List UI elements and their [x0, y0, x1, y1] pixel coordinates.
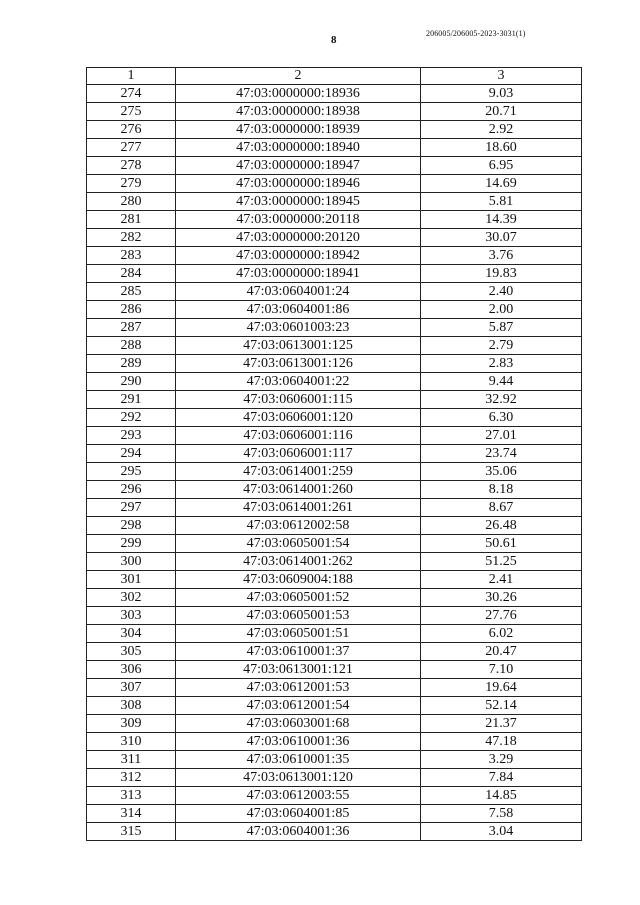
cadastral-number-cell: 47:03:0000000:18936 — [176, 85, 421, 103]
row-number-cell: 314 — [87, 805, 176, 823]
cadastral-number-cell: 47:03:0606001:115 — [176, 391, 421, 409]
cadastral-number-cell: 47:03:0605001:51 — [176, 625, 421, 643]
cadastral-number-cell: 47:03:0601003:23 — [176, 319, 421, 337]
cadastral-number-cell: 47:03:0000000:18945 — [176, 193, 421, 211]
area-cell: 52.14 — [421, 697, 582, 715]
table-row — [87, 571, 582, 589]
document-id: 206005/206005-2023-3031(1) — [426, 29, 526, 38]
table-row — [87, 625, 582, 643]
cadastral-number-cell: 47:03:0604001:86 — [176, 301, 421, 319]
table-row — [87, 193, 582, 211]
table-row — [87, 679, 582, 697]
area-cell: 8.67 — [421, 499, 582, 517]
row-number-cell: 282 — [87, 229, 176, 247]
table-row — [87, 337, 582, 355]
cadastral-number-cell: 47:03:0613001:125 — [176, 337, 421, 355]
cadastral-number-cell: 47:03:0000000:18942 — [176, 247, 421, 265]
row-number-cell: 294 — [87, 445, 176, 463]
area-cell: 2.79 — [421, 337, 582, 355]
row-number-cell: 305 — [87, 643, 176, 661]
table-row — [87, 445, 582, 463]
row-number-cell: 279 — [87, 175, 176, 193]
table-row — [87, 247, 582, 265]
cadastral-number-cell: 47:03:0612003:55 — [176, 787, 421, 805]
table-row — [87, 139, 582, 157]
cadastral-number-cell: 47:03:0612001:53 — [176, 679, 421, 697]
table-row — [87, 355, 582, 373]
area-cell: 18.60 — [421, 139, 582, 157]
column-header-1: 1 — [87, 68, 176, 85]
column-header-3: 3 — [421, 68, 582, 85]
row-number-cell: 296 — [87, 481, 176, 499]
row-number-cell: 283 — [87, 247, 176, 265]
table-row — [87, 805, 582, 823]
table-row — [87, 391, 582, 409]
area-cell: 14.69 — [421, 175, 582, 193]
area-cell: 32.92 — [421, 391, 582, 409]
area-cell: 20.71 — [421, 103, 582, 121]
table-row — [87, 121, 582, 139]
header-row — [87, 68, 582, 85]
row-number-cell: 276 — [87, 121, 176, 139]
table-row — [87, 211, 582, 229]
area-cell: 7.84 — [421, 769, 582, 787]
table-row — [87, 823, 582, 841]
table-body — [87, 85, 582, 841]
cadastral-number-cell: 47:03:0610001:36 — [176, 733, 421, 751]
table-row — [87, 301, 582, 319]
area-cell: 21.37 — [421, 715, 582, 733]
cadastral-number-cell: 47:03:0613001:121 — [176, 661, 421, 679]
area-cell: 26.48 — [421, 517, 582, 535]
table-row — [87, 769, 582, 787]
cadastral-number-cell: 47:03:0609004:188 — [176, 571, 421, 589]
area-cell: 6.95 — [421, 157, 582, 175]
row-number-cell: 300 — [87, 553, 176, 571]
cadastral-number-cell: 47:03:0604001:36 — [176, 823, 421, 841]
cadastral-number-cell: 47:03:0604001:24 — [176, 283, 421, 301]
cadastral-number-cell: 47:03:0000000:20120 — [176, 229, 421, 247]
row-number-cell: 315 — [87, 823, 176, 841]
area-cell: 19.64 — [421, 679, 582, 697]
area-cell: 7.58 — [421, 805, 582, 823]
row-number-cell: 275 — [87, 103, 176, 121]
row-number-cell: 310 — [87, 733, 176, 751]
table-row — [87, 733, 582, 751]
table-row — [87, 283, 582, 301]
cadastral-number-cell: 47:03:0000000:18947 — [176, 157, 421, 175]
row-number-cell: 277 — [87, 139, 176, 157]
table-row — [87, 373, 582, 391]
area-cell: 35.06 — [421, 463, 582, 481]
area-cell: 27.76 — [421, 607, 582, 625]
row-number-cell: 302 — [87, 589, 176, 607]
area-cell: 5.81 — [421, 193, 582, 211]
table-row — [87, 715, 582, 733]
row-number-cell: 311 — [87, 751, 176, 769]
row-number-cell: 309 — [87, 715, 176, 733]
cadastral-number-cell: 47:03:0606001:116 — [176, 427, 421, 445]
cadastral-number-cell: 47:03:0000000:18940 — [176, 139, 421, 157]
cadastral-number-cell: 47:03:0000000:18939 — [176, 121, 421, 139]
row-number-cell: 298 — [87, 517, 176, 535]
cadastral-number-cell: 47:03:0614001:260 — [176, 481, 421, 499]
cadastral-number-cell: 47:03:0610001:35 — [176, 751, 421, 769]
row-number-cell: 289 — [87, 355, 176, 373]
cadastral-number-cell: 47:03:0610001:37 — [176, 643, 421, 661]
area-cell: 9.44 — [421, 373, 582, 391]
table-row — [87, 751, 582, 769]
area-cell: 2.40 — [421, 283, 582, 301]
table-row — [87, 553, 582, 571]
area-cell: 2.92 — [421, 121, 582, 139]
area-cell: 8.18 — [421, 481, 582, 499]
table-row — [87, 319, 582, 337]
table-row — [87, 589, 582, 607]
cadastral-number-cell: 47:03:0605001:54 — [176, 535, 421, 553]
table-row — [87, 157, 582, 175]
row-number-cell: 288 — [87, 337, 176, 355]
page-number: 8 — [331, 34, 337, 46]
row-number-cell: 274 — [87, 85, 176, 103]
area-cell: 23.74 — [421, 445, 582, 463]
table-row — [87, 661, 582, 679]
table-row — [87, 643, 582, 661]
area-cell: 14.39 — [421, 211, 582, 229]
cadastral-number-cell: 47:03:0000000:18946 — [176, 175, 421, 193]
table-row — [87, 265, 582, 283]
table-row — [87, 175, 582, 193]
table-row — [87, 463, 582, 481]
area-cell: 27.01 — [421, 427, 582, 445]
area-cell: 3.29 — [421, 751, 582, 769]
cadastral-number-cell: 47:03:0606001:117 — [176, 445, 421, 463]
column-header-2: 2 — [176, 68, 421, 85]
table-row — [87, 427, 582, 445]
table-row — [87, 409, 582, 427]
cadastral-number-cell: 47:03:0614001:262 — [176, 553, 421, 571]
area-cell: 9.03 — [421, 85, 582, 103]
cadastral-number-cell: 47:03:0603001:68 — [176, 715, 421, 733]
area-cell: 6.30 — [421, 409, 582, 427]
row-number-cell: 301 — [87, 571, 176, 589]
row-number-cell: 287 — [87, 319, 176, 337]
cadastral-number-cell: 47:03:0613001:126 — [176, 355, 421, 373]
row-number-cell: 285 — [87, 283, 176, 301]
area-cell: 6.02 — [421, 625, 582, 643]
row-number-cell: 306 — [87, 661, 176, 679]
table-row — [87, 787, 582, 805]
cadastral-number-cell: 47:03:0605001:52 — [176, 589, 421, 607]
table-row — [87, 535, 582, 553]
area-cell: 14.85 — [421, 787, 582, 805]
cadastral-number-cell: 47:03:0614001:261 — [176, 499, 421, 517]
area-cell: 7.10 — [421, 661, 582, 679]
area-cell: 19.83 — [421, 265, 582, 283]
table-row — [87, 697, 582, 715]
row-number-cell: 307 — [87, 679, 176, 697]
row-number-cell: 312 — [87, 769, 176, 787]
row-number-cell: 290 — [87, 373, 176, 391]
area-cell: 30.26 — [421, 589, 582, 607]
table-row — [87, 481, 582, 499]
row-number-cell: 303 — [87, 607, 176, 625]
area-cell: 30.07 — [421, 229, 582, 247]
cadastral-number-cell: 47:03:0614001:259 — [176, 463, 421, 481]
row-number-cell: 308 — [87, 697, 176, 715]
cadastral-number-cell: 47:03:0000000:18941 — [176, 265, 421, 283]
cadastral-number-cell: 47:03:0605001:53 — [176, 607, 421, 625]
row-number-cell: 286 — [87, 301, 176, 319]
table-row — [87, 517, 582, 535]
cadastral-number-cell: 47:03:0604001:22 — [176, 373, 421, 391]
area-cell: 3.04 — [421, 823, 582, 841]
area-cell: 2.41 — [421, 571, 582, 589]
cadastral-number-cell: 47:03:0606001:120 — [176, 409, 421, 427]
table-row — [87, 85, 582, 103]
data-table — [86, 67, 582, 841]
table-row — [87, 607, 582, 625]
cadastral-number-cell: 47:03:0000000:18938 — [176, 103, 421, 121]
area-cell: 50.61 — [421, 535, 582, 553]
cadastral-number-cell: 47:03:0613001:120 — [176, 769, 421, 787]
row-number-cell: 281 — [87, 211, 176, 229]
row-number-cell: 313 — [87, 787, 176, 805]
row-number-cell: 284 — [87, 265, 176, 283]
row-number-cell: 291 — [87, 391, 176, 409]
row-number-cell: 304 — [87, 625, 176, 643]
row-number-cell: 280 — [87, 193, 176, 211]
row-number-cell: 292 — [87, 409, 176, 427]
table-row — [87, 103, 582, 121]
cadastral-number-cell: 47:03:0000000:20118 — [176, 211, 421, 229]
area-cell: 51.25 — [421, 553, 582, 571]
area-cell: 3.76 — [421, 247, 582, 265]
row-number-cell: 297 — [87, 499, 176, 517]
area-cell: 20.47 — [421, 643, 582, 661]
row-number-cell: 293 — [87, 427, 176, 445]
row-number-cell: 295 — [87, 463, 176, 481]
area-cell: 5.87 — [421, 319, 582, 337]
table-row — [87, 229, 582, 247]
area-cell: 47.18 — [421, 733, 582, 751]
cadastral-number-cell: 47:03:0612001:54 — [176, 697, 421, 715]
row-number-cell: 299 — [87, 535, 176, 553]
area-cell: 2.83 — [421, 355, 582, 373]
cadastral-number-cell: 47:03:0604001:85 — [176, 805, 421, 823]
area-cell: 2.00 — [421, 301, 582, 319]
row-number-cell: 278 — [87, 157, 176, 175]
table-row — [87, 499, 582, 517]
cadastral-number-cell: 47:03:0612002:58 — [176, 517, 421, 535]
